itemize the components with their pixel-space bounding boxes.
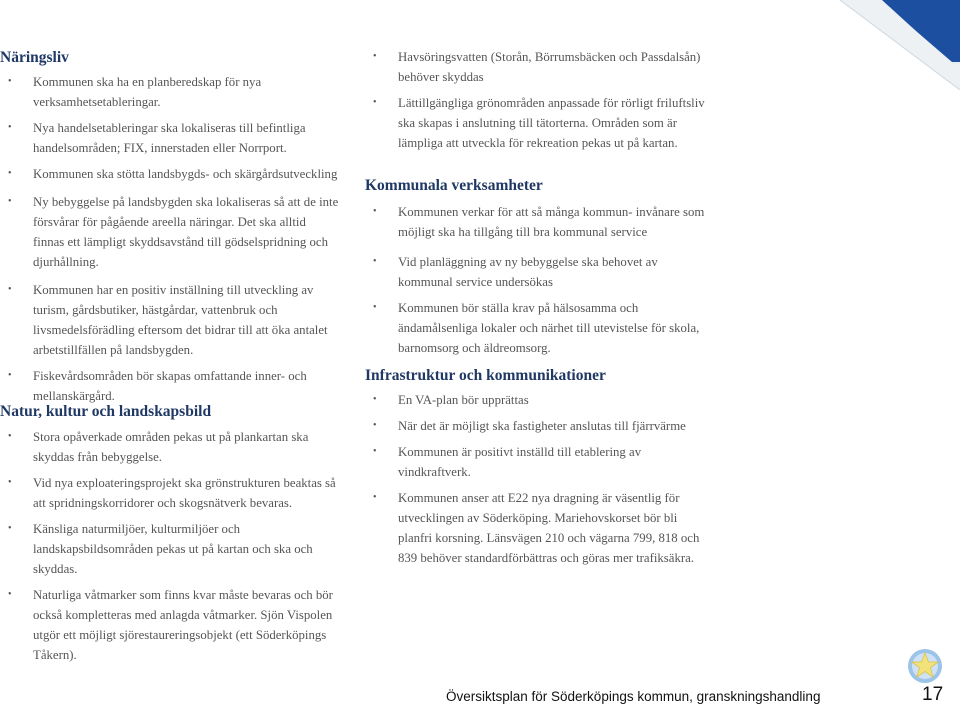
bullet-list-vatten [365,47,710,153]
list-item: • Vid nya exploateringsprojekt ska grönstrukturen beaktas så att spridningskorridorer och skogsnätverk bevaras. [0,473,340,513]
list-item: • Kommunen ska stötta landsbygds- och skärgårdsutveckling [0,164,340,184]
list-item: • Kommunen är positivt inställd till etablering av vindkraftverk. [365,442,710,482]
bullet-list-infrastruktur [365,390,710,568]
section-heading-infrastruktur: Infrastruktur och kommunikationer [365,367,606,384]
list-item: • Stora opåverkade områden pekas ut på plankartan ska skyddas från bebyggelse. [0,427,340,467]
list-item: • En VA-plan bör upprättas [365,390,710,410]
list-item: • När det är möjligt ska fastigheter anslutas till fjärrvärme [365,416,710,436]
list-item: • Kommunen anser att E22 nya dragning är väsentlig för utvecklingen av Söderköping. Mariehovskorset bör bli planfri korsning. Länsvägen 210 och vägarna 799, 818 och 839 behöver standardförbättras och göras mer trafiksäkra. [365,488,710,568]
corner-page-curl-decoration [840,0,960,90]
list-item: • Fiskevårdsområden bör skapas omfattande inner- och mellanskärgård. [0,366,340,406]
bullet-list-kommunala [365,202,710,358]
list-item: • Vid planläggning av ny bebyggelse ska behovet av kommunal service undersökas [365,252,710,292]
list-item: • Nya handelsetableringar ska lokaliseras till befintliga handelsområden; FIX, innerstaden eller Norrport. [0,118,340,158]
star-icon [907,648,943,684]
list-item: • Kommunen ska ha en planberedskap för nya verksamhetsetableringar. [0,72,340,112]
list-item: • Havsöringsvatten (Storån, Börrumsbäcken och Passdalsån) behöver skyddas [365,47,710,87]
list-item: • Naturliga våtmarker som finns kvar måste bevaras och bör också kompletteras med anlagda våtmarker. Sjön Vispolen utgör ett möjligt sjörestaureringsobjekt (ett Söderköpings Tåkern). [0,585,340,665]
bullet-list-naringsliv [0,72,340,406]
list-item: • Kommunen verkar för att så många kommun- invånare som möjligt ska ha tillgång till bra kommunal service [365,202,710,242]
section-heading-natur: Natur, kultur och landskapsbild [0,403,212,420]
bullet-list-natur [0,427,340,665]
list-item: • Känsliga naturmiljöer, kulturmiljöer och landskapsbildsområden pekas ut på kartan och ska och skyddas. [0,519,340,579]
page-number: 17 [922,684,944,705]
section-heading-kommunala: Kommunala verksamheter [365,177,543,194]
section-heading-naringsliv: Näringsliv [0,49,69,66]
footer-title: Översiktsplan för Söderköpings kommun, granskningshandling [446,689,821,704]
list-item: • Ny bebyggelse på landsbygden ska lokaliseras så att de inte försvårar för pågående areella näringar. Det ska alltid finnas ett lämpligt skyddsavstånd till gödselspridning och djurhållning. [0,192,340,272]
list-item: • Lättillgängliga grönområden anpassade för rörligt friluftsliv ska skapas i anslutning till tätorterna. Områden som är lämpliga att utveckla för rekreation pekas ut på kartan. [365,93,710,153]
list-item: • Kommunen bör ställa krav på hälsosamma och ändamålsenliga lokaler och närhet till utevistelse för skola, barnomsorg och äldreomsorg. [365,298,710,358]
list-item: • Kommunen har en positiv inställning till utveckling av turism, gårdsbutiker, hästgårdar, vattenbruk och livsmedelsförädling eftersom det bidrar till att öka antalet arbetstillfällen på landsbygden. [0,280,340,360]
